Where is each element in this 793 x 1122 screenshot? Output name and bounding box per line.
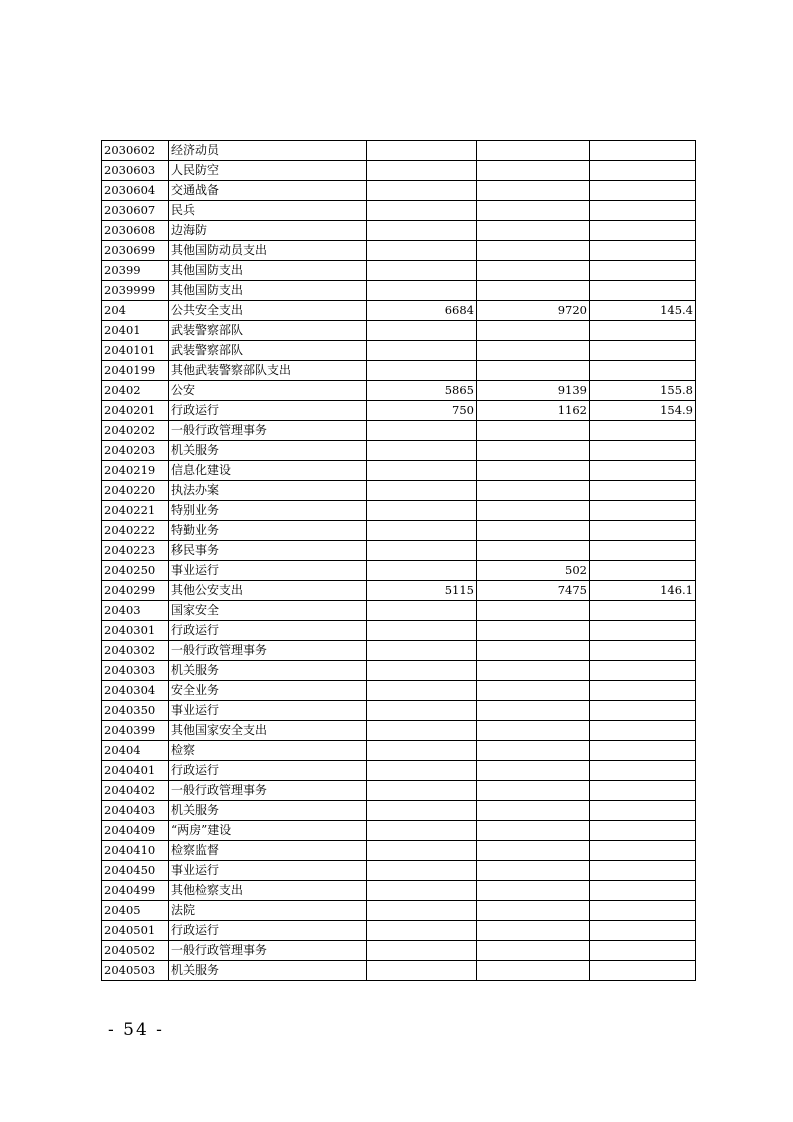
value-col-2-cell [477, 621, 590, 641]
value-col-3-cell [590, 681, 696, 701]
value-col-3-cell: 146.1 [590, 581, 696, 601]
value-col-3-cell [590, 881, 696, 901]
page-number: - 54 - [108, 1020, 164, 1040]
item-code-cell: 2040501 [102, 921, 169, 941]
table-row [102, 681, 696, 701]
item-code-cell: 2040201 [102, 401, 169, 421]
value-col-3-cell [590, 801, 696, 821]
value-col-1-cell [367, 821, 477, 841]
value-col-1-cell [367, 721, 477, 741]
table-row [102, 621, 696, 641]
item-name-cell: 机关服务 [169, 661, 367, 681]
table-row [102, 321, 696, 341]
item-code-cell: 2040403 [102, 801, 169, 821]
item-name-cell: 行政运行 [169, 921, 367, 941]
table-row [102, 721, 696, 741]
value-col-3-cell [590, 441, 696, 461]
item-code-cell: 2040303 [102, 661, 169, 681]
table-row [102, 881, 696, 901]
value-col-2-cell [477, 961, 590, 981]
value-col-2-cell [477, 941, 590, 961]
value-col-3-cell [590, 941, 696, 961]
item-code-cell: 204 [102, 301, 169, 321]
item-code-cell: 2040250 [102, 561, 169, 581]
item-code-cell: 2040302 [102, 641, 169, 661]
value-col-2-cell [477, 661, 590, 681]
value-col-1-cell [367, 661, 477, 681]
value-col-1-cell: 5115 [367, 581, 477, 601]
item-name-cell: 武装警察部队 [169, 341, 367, 361]
value-col-3-cell [590, 561, 696, 581]
budget-table-body [102, 141, 696, 981]
value-col-3-cell [590, 141, 696, 161]
value-col-2-cell [477, 681, 590, 701]
item-name-cell: 其他检察支出 [169, 881, 367, 901]
item-code-cell: 2040220 [102, 481, 169, 501]
value-col-3-cell [590, 921, 696, 941]
value-col-1-cell [367, 681, 477, 701]
value-col-3-cell [590, 621, 696, 641]
item-name-cell: 其他国防支出 [169, 261, 367, 281]
value-col-3-cell [590, 361, 696, 381]
value-col-1-cell [367, 561, 477, 581]
item-code-cell: 2040402 [102, 781, 169, 801]
value-col-1-cell [367, 461, 477, 481]
value-col-2-cell [477, 461, 590, 481]
item-name-cell: 行政运行 [169, 761, 367, 781]
value-col-3-cell [590, 321, 696, 341]
value-col-1-cell [367, 801, 477, 821]
value-col-1-cell: 750 [367, 401, 477, 421]
value-col-2-cell [477, 141, 590, 161]
value-col-1-cell [367, 441, 477, 461]
table-row [102, 601, 696, 621]
item-code-cell: 20403 [102, 601, 169, 621]
item-name-cell: 一般行政管理事务 [169, 781, 367, 801]
item-code-cell: 2040410 [102, 841, 169, 861]
item-code-cell: 2040299 [102, 581, 169, 601]
item-name-cell: 事业运行 [169, 861, 367, 881]
value-col-1-cell [367, 341, 477, 361]
item-name-cell: 事业运行 [169, 701, 367, 721]
item-name-cell: 经济动员 [169, 141, 367, 161]
item-name-cell: 边海防 [169, 221, 367, 241]
item-code-cell: 2040301 [102, 621, 169, 641]
item-code-cell: 2040350 [102, 701, 169, 721]
item-name-cell: 其他武装警察部队支出 [169, 361, 367, 381]
item-code-cell: 20399 [102, 261, 169, 281]
value-col-1-cell [367, 781, 477, 801]
value-col-1-cell [367, 281, 477, 301]
item-name-cell: 行政运行 [169, 401, 367, 421]
value-col-2-cell [477, 321, 590, 341]
value-col-2-cell [477, 901, 590, 921]
value-col-1-cell: 5865 [367, 381, 477, 401]
value-col-2-cell [477, 201, 590, 221]
value-col-2-cell: 1162 [477, 401, 590, 421]
value-col-3-cell [590, 201, 696, 221]
table-row [102, 521, 696, 541]
table-row [102, 161, 696, 181]
value-col-1-cell [367, 201, 477, 221]
item-name-cell: 机关服务 [169, 801, 367, 821]
value-col-3-cell [590, 601, 696, 621]
value-col-2-cell [477, 261, 590, 281]
item-code-cell: 20401 [102, 321, 169, 341]
item-name-cell: 事业运行 [169, 561, 367, 581]
value-col-2-cell: 7475 [477, 581, 590, 601]
value-col-1-cell [367, 181, 477, 201]
item-code-cell: 2030699 [102, 241, 169, 261]
item-code-cell: 2040199 [102, 361, 169, 381]
table-row [102, 901, 696, 921]
item-name-cell: 一般行政管理事务 [169, 641, 367, 661]
value-col-2-cell [477, 441, 590, 461]
value-col-3-cell [590, 841, 696, 861]
value-col-2-cell [477, 861, 590, 881]
table-row [102, 661, 696, 681]
item-code-cell: 2040222 [102, 521, 169, 541]
value-col-3-cell [590, 741, 696, 761]
value-col-2-cell: 9139 [477, 381, 590, 401]
item-code-cell: 2040503 [102, 961, 169, 981]
value-col-1-cell [367, 761, 477, 781]
item-name-cell: 人民防空 [169, 161, 367, 181]
value-col-2-cell [477, 161, 590, 181]
value-col-1-cell [367, 141, 477, 161]
table-row [102, 281, 696, 301]
item-name-cell: 国家安全 [169, 601, 367, 621]
item-name-cell: 特别业务 [169, 501, 367, 521]
item-name-cell: 民兵 [169, 201, 367, 221]
table-row [102, 961, 696, 981]
item-code-cell: 2040223 [102, 541, 169, 561]
value-col-1-cell [367, 921, 477, 941]
table-row [102, 541, 696, 561]
item-code-cell: 20404 [102, 741, 169, 761]
value-col-1-cell [367, 221, 477, 241]
value-col-1-cell [367, 941, 477, 961]
value-col-2-cell [477, 181, 590, 201]
value-col-2-cell [477, 421, 590, 441]
value-col-1-cell [367, 261, 477, 281]
value-col-3-cell [590, 221, 696, 241]
table-row [102, 261, 696, 281]
table-row [102, 461, 696, 481]
item-name-cell: 交通战备 [169, 181, 367, 201]
table-row [102, 701, 696, 721]
item-code-cell: 2030603 [102, 161, 169, 181]
item-code-cell: 2030602 [102, 141, 169, 161]
value-col-2-cell [477, 361, 590, 381]
table-row [102, 181, 696, 201]
item-name-cell: 信息化建设 [169, 461, 367, 481]
value-col-2-cell [477, 341, 590, 361]
item-name-cell: 机关服务 [169, 441, 367, 461]
table-row [102, 741, 696, 761]
value-col-2-cell [477, 601, 590, 621]
value-col-2-cell [477, 821, 590, 841]
table-row [102, 821, 696, 841]
value-col-1-cell [367, 501, 477, 521]
value-col-3-cell [590, 701, 696, 721]
item-name-cell: 其他公安支出 [169, 581, 367, 601]
value-col-3-cell: 145.4 [590, 301, 696, 321]
table-row [102, 441, 696, 461]
value-col-3-cell [590, 341, 696, 361]
item-code-cell: 2040304 [102, 681, 169, 701]
item-code-cell: 20405 [102, 901, 169, 921]
value-col-1-cell [367, 601, 477, 621]
table-row [102, 941, 696, 961]
table-row [102, 841, 696, 861]
value-col-2-cell [477, 921, 590, 941]
item-code-cell: 2039999 [102, 281, 169, 301]
value-col-2-cell [477, 281, 590, 301]
table-row [102, 361, 696, 381]
value-col-3-cell [590, 821, 696, 841]
value-col-3-cell: 155.8 [590, 381, 696, 401]
value-col-3-cell [590, 181, 696, 201]
item-name-cell: 公安 [169, 381, 367, 401]
table-row [102, 781, 696, 801]
item-code-cell: 2040221 [102, 501, 169, 521]
table-row [102, 481, 696, 501]
value-col-2-cell [477, 481, 590, 501]
value-col-1-cell [367, 361, 477, 381]
value-col-3-cell [590, 501, 696, 521]
value-col-2-cell [477, 881, 590, 901]
table-row [102, 581, 696, 601]
value-col-1-cell [367, 741, 477, 761]
value-col-3-cell: 154.9 [590, 401, 696, 421]
item-code-cell: 2030604 [102, 181, 169, 201]
value-col-3-cell [590, 461, 696, 481]
value-col-1-cell [367, 521, 477, 541]
value-col-3-cell [590, 541, 696, 561]
item-code-cell: 2040202 [102, 421, 169, 441]
item-name-cell: 其他国防动员支出 [169, 241, 367, 261]
item-code-cell: 2040502 [102, 941, 169, 961]
value-col-3-cell [590, 781, 696, 801]
item-code-cell: 2040409 [102, 821, 169, 841]
item-name-cell: 安全业务 [169, 681, 367, 701]
value-col-1-cell [367, 961, 477, 981]
value-col-1-cell [367, 321, 477, 341]
value-col-1-cell [367, 241, 477, 261]
table-row [102, 641, 696, 661]
table-row [102, 401, 696, 421]
budget-table [101, 140, 696, 981]
item-code-cell: 2040450 [102, 861, 169, 881]
value-col-3-cell [590, 861, 696, 881]
value-col-2-cell [477, 801, 590, 821]
value-col-2-cell: 502 [477, 561, 590, 581]
value-col-2-cell [477, 841, 590, 861]
value-col-1-cell [367, 881, 477, 901]
value-col-2-cell [477, 501, 590, 521]
table-row [102, 921, 696, 941]
value-col-2-cell [477, 761, 590, 781]
value-col-1-cell [367, 421, 477, 441]
table-row [102, 141, 696, 161]
value-col-1-cell [367, 161, 477, 181]
value-col-3-cell [590, 761, 696, 781]
item-code-cell: 2040203 [102, 441, 169, 461]
table-row [102, 341, 696, 361]
value-col-2-cell [477, 521, 590, 541]
value-col-1-cell [367, 481, 477, 501]
table-row [102, 801, 696, 821]
item-name-cell: 武装警察部队 [169, 321, 367, 341]
item-name-cell: 法院 [169, 901, 367, 921]
value-col-2-cell [477, 701, 590, 721]
item-name-cell: 检察 [169, 741, 367, 761]
item-name-cell: 移民事务 [169, 541, 367, 561]
value-col-2-cell [477, 781, 590, 801]
item-code-cell: 2030608 [102, 221, 169, 241]
value-col-2-cell [477, 741, 590, 761]
value-col-2-cell [477, 641, 590, 661]
item-name-cell: 公共安全支出 [169, 301, 367, 321]
item-code-cell: 20402 [102, 381, 169, 401]
table-row [102, 761, 696, 781]
value-col-2-cell: 9720 [477, 301, 590, 321]
item-name-cell: 行政运行 [169, 621, 367, 641]
value-col-2-cell [477, 221, 590, 241]
item-name-cell: “两房”建设 [169, 821, 367, 841]
value-col-3-cell [590, 241, 696, 261]
item-name-cell: 检察监督 [169, 841, 367, 861]
item-name-cell: 其他国防支出 [169, 281, 367, 301]
item-name-cell: 特勤业务 [169, 521, 367, 541]
item-name-cell: 一般行政管理事务 [169, 421, 367, 441]
value-col-1-cell [367, 541, 477, 561]
item-name-cell: 一般行政管理事务 [169, 941, 367, 961]
table-row [102, 381, 696, 401]
value-col-3-cell [590, 481, 696, 501]
table-row [102, 241, 696, 261]
item-code-cell: 2040101 [102, 341, 169, 361]
table-row [102, 201, 696, 221]
table-row [102, 561, 696, 581]
value-col-2-cell [477, 241, 590, 261]
item-code-cell: 2040219 [102, 461, 169, 481]
value-col-3-cell [590, 641, 696, 661]
value-col-3-cell [590, 261, 696, 281]
item-code-cell: 2040499 [102, 881, 169, 901]
table-row [102, 221, 696, 241]
value-col-1-cell [367, 901, 477, 921]
item-code-cell: 2030607 [102, 201, 169, 221]
item-code-cell: 2040401 [102, 761, 169, 781]
value-col-1-cell [367, 861, 477, 881]
value-col-3-cell [590, 161, 696, 181]
value-col-3-cell [590, 961, 696, 981]
value-col-2-cell [477, 541, 590, 561]
value-col-2-cell [477, 721, 590, 741]
value-col-1-cell [367, 641, 477, 661]
item-code-cell: 2040399 [102, 721, 169, 741]
value-col-1-cell [367, 841, 477, 861]
item-name-cell: 其他国家安全支出 [169, 721, 367, 741]
value-col-3-cell [590, 901, 696, 921]
value-col-3-cell [590, 281, 696, 301]
value-col-3-cell [590, 421, 696, 441]
table-row [102, 501, 696, 521]
value-col-3-cell [590, 521, 696, 541]
value-col-1-cell [367, 621, 477, 641]
item-name-cell: 执法办案 [169, 481, 367, 501]
item-name-cell: 机关服务 [169, 961, 367, 981]
value-col-3-cell [590, 721, 696, 741]
table-row [102, 421, 696, 441]
table-row [102, 301, 696, 321]
value-col-1-cell: 6684 [367, 301, 477, 321]
value-col-1-cell [367, 701, 477, 721]
value-col-3-cell [590, 661, 696, 681]
table-row [102, 861, 696, 881]
